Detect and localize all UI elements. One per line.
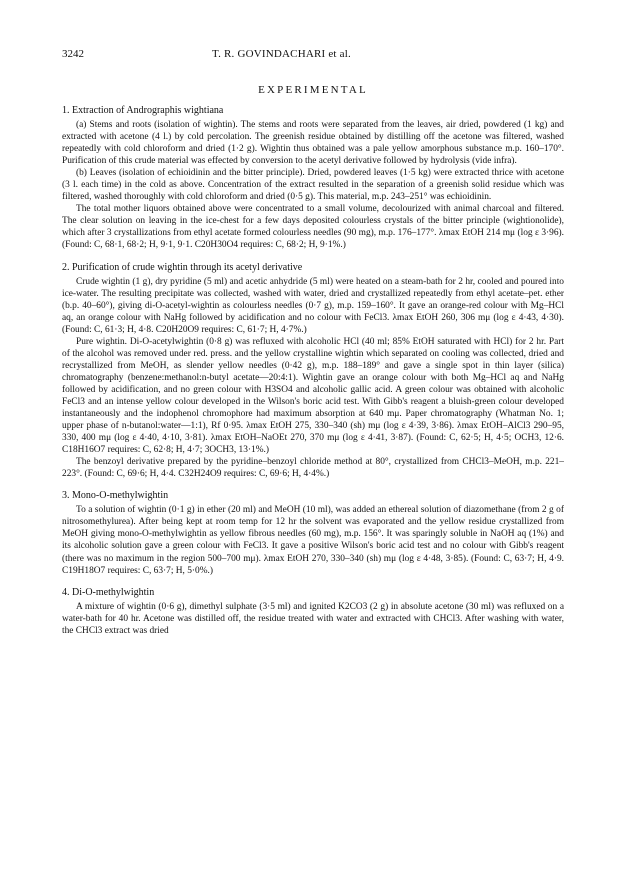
paragraph-mono-methyl: To a solution of wightin (0·1 g) in ether (20 ml) and MeOH (10 ml), was added an ethereal solution of diazomethane (from 2 g of nitrosomethylurea). After being kept at room temp for 12 hr the solvent was evaporated and the yellow residue crystallized from MeOH giving mono-O-methylwightin as yellow fibrous needles (60 mg), m.p. 156°. It was sparingly soluble in NaOH aq (1%) and its alcoholic solution gave a green colour with FeCl3. It gave a positive Wilson's boric acid test and no colour with Gibb's reagent (there was no maximum in the region 500–700 mμ). λmax EtOH 270, 330–340 (sh) mμ (log ε 4·48, 3·85). (Found: C, 63·7; H, 4·9. C19H18O7 requires: C, 63·7; H, 5·0%.)	[62, 505, 564, 576]
section-title: EXPERIMENTAL	[258, 84, 368, 96]
running-title: T. R. GOVINDACHARI et al.	[212, 48, 351, 60]
paragraph-benzoyl: The benzoyl derivative prepared by the pyridine–benzoyl chloride method at 80°, crystallized from CHCl3–MeOH, m.p. 221–223°. (Found: C, 69·6; H, 4·4. C32H24O9 requires: C, 69·6; H, 4·4%.)	[62, 457, 564, 480]
paragraph-stems-roots: (a) Stems and roots (isolation of wightin). The stems and roots were separated from the leaves, air dried, powdered (1 kg) and extracted with acetone (4 l.) by cold percolation. The greenish residue obtained by distilling off the acetone was filtered, washed repeatedly with cold chloroform and dried (1·2 g). Wightin thus obtained was a pale yellow amorphous substance m.p. 160–170°. Purification of this crude material was effected by conversion to the acetyl derivative followed by hydrolysis (vide infra).	[62, 120, 564, 167]
page-number: 3242	[62, 48, 84, 60]
running-header	[62, 48, 564, 64]
paragraph-di-methyl: A mixture of wightin (0·6 g), dimethyl sulphate (3·5 ml) and ignited K2CO3 (2 g) in absolute acetone (30 ml) was refluxed on a water-bath for 40 hr. Acetone was distilled off, the residue treated with water and extracted with CHCl3. After washing with water, the CHCl3 extract was dried	[62, 601, 564, 636]
subsection-heading-4: 4. Di-O-methylwightin	[62, 586, 155, 598]
subsection-heading-3: 3. Mono-O-methylwightin	[62, 490, 169, 502]
subsection-heading-1: 1. Extraction of Andrographis wightiana	[62, 105, 224, 116]
journal-page	[62, 48, 564, 637]
subsection-heading-2: 2. Purification of crude wightin through its acetyl derivative	[62, 261, 303, 273]
paragraph-acetylation: Crude wightin (1 g), dry pyridine (5 ml) and acetic anhydride (5 ml) were heated on a steam-bath for 2 hr, cooled and poured into ice-water. The resulting precipitate was collected, washed with water, dried and crystallized repeatedly from ethyl acetate–pet. ether (b.p. 40–60°), giving di-O-acetyl-wightin as colourless needles (0·7 g), m.p. 159–160°. It gave an orange-red colour with Mg–HCl aq, an orange colour with NaHg followed by acidification and no colour with FeCl3. λmax EtOH 260, 306 mμ (log ε 4·43, 4·30). (Found: C, 61·3; H, 4·8. C20H20O9 requires: C, 61·7; H, 4·7%.)	[62, 276, 564, 335]
paragraph-leaves: (b) Leaves (isolation of echioidinin and the bitter principle). Dried, powdered leaves (1·5 kg) were extracted thrice with acetone (3 l. each time) in the cold as above. Concentration of the extract resulted in the separation of a greenish solid residue which was filtered, washed thoroughly with cold chloroform and dried (0·5 g). This material, m.p. 243–251° was echioidinin.	[62, 168, 564, 203]
paragraph-pure-wightin: Pure wightin. Di-O-acetylwightin (0·8 g) was refluxed with alcoholic HCl (40 ml; 85% EtOH saturated with HCl) for 2 hr. Part of the alcohol was removed under red. press. and the yellow crystalline wightin which separated on cooling was collected, dried and recrystallized from MeOH, as slender yellow needles (0·42 g), m.p. 188–189° and gave a single spot in thin layer (silica) chromatography (benzene:methanol:n-butyl acetate—20:4:1). Wightin gave an orange colour with both Mg–HCl aq and NaHg followed by acidification, and no green colour with H3SO4 and alcoholic gallic acid. A green colour was obtained with alcoholic FeCl3 and an intense yellow colour developed in the Wilson's boric acid test. With Gibb's reagent a bluish-green colour developed instantaneously and the indophenol chromophore had maximum absorption at 640 mμ. Paper chromatography (Whatman No. 1; upper phase of n-butanol:water—1:1), Rf 0·95. λmax EtOH 275, 330–340 (sh) mμ (log ε 4·39, 3·86). λmax EtOH–AlCl3 290–95, 330, 400 mμ (log ε 4·40, 4·10, 3·81). λmax EtOH–NaOEt 270, 370 mμ (log ε 4·41, 3·87). (Found: C, 62·5; H, 4·5; OCH3, 12·6. C18H16O7 requires: C, 62·8; H, 4·7; 3OCH3, 13·1%.)	[62, 336, 564, 456]
paragraph-bitter-principle: The total mother liquors obtained above were concentrated to a small volume, decolourized with animal charcoal and filtered. The clear solution on leaving in the ice-chest for a few days deposited colourless crystals of the bitter principle (wightionolide), which after 3 crystallizations from ethyl acetate formed colourless needles (90 mg), m.p. 176–177°. λmax EtOH 214 mμ (log ε 3·96). (Found: C, 68·1, 68·2; H, 9·1, 9·1. C20H30O4 requires: C, 68·2; H, 9·1%.)	[62, 204, 564, 251]
